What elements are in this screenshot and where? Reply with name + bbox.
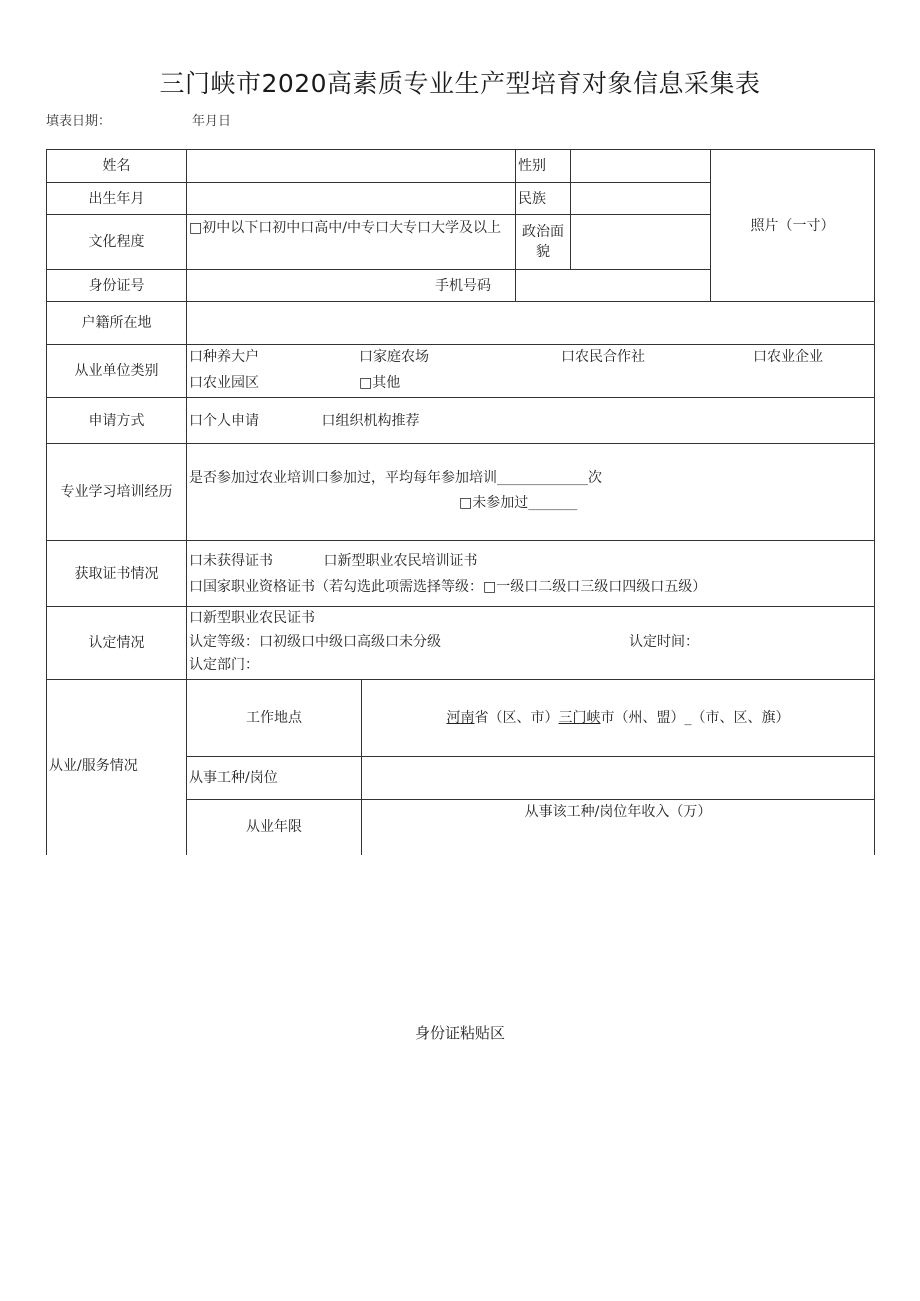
cert-option[interactable]: 口未获得证书 [189, 552, 273, 569]
cert-field[interactable] [187, 541, 875, 607]
education-options[interactable]: □初中以下口初中口高中/中专口大专口大学及以上 [187, 215, 516, 270]
label-years: 从业年限 [187, 800, 362, 855]
id-paste-area[interactable]: 身份证粘贴区 [414, 1024, 505, 1042]
label-job-type: 从事工种/岗位 [187, 757, 362, 800]
place-province[interactable]: 河南 [446, 710, 475, 726]
label-gender: 性别 [516, 150, 571, 183]
recog-line1[interactable]: 口新型职业农民证书 [189, 610, 315, 626]
label-education: 文化程度 [47, 215, 187, 270]
label-ethnicity: 民族 [516, 183, 571, 215]
fill-date-ymd[interactable]: 年月日 [192, 114, 232, 129]
label-household: 户籍所在地 [47, 302, 187, 345]
label-recognition: 认定情况 [47, 607, 187, 680]
photo-box[interactable]: 照片（一寸） [711, 150, 875, 302]
training-field[interactable] [187, 444, 875, 541]
info-form-table [46, 149, 875, 855]
name-field[interactable] [187, 150, 516, 183]
work-place-field[interactable] [362, 680, 875, 757]
place-mid2: 市（州、盟）_（市、区、旗） [600, 710, 790, 726]
label-id-number: 身份证号 [47, 270, 187, 302]
job-type-field[interactable] [362, 757, 875, 800]
label-work-place: 工作地点 [187, 680, 362, 757]
unit-option[interactable]: 口种养大户 [189, 349, 259, 365]
label-phone: 手机号码 [187, 270, 516, 302]
label-politics: 政治面貌 [516, 215, 571, 270]
label-cert: 获取证书情况 [47, 541, 187, 607]
birth-field[interactable] [187, 183, 516, 215]
recog-dept[interactable]: 认定部门： [189, 657, 259, 673]
fill-date-label: 填表日期： [46, 114, 112, 129]
label-birth: 出生年月 [47, 183, 187, 215]
cert-option[interactable]: 口新型职业农民培训证书 [323, 552, 478, 569]
recog-level[interactable]: 认定等级：口初级口中级口高级口未分级 [189, 634, 441, 650]
apply-option[interactable]: 口组织机构推荐 [321, 412, 420, 429]
label-name: 姓名 [47, 150, 187, 183]
unit-option[interactable]: □其他 [359, 375, 401, 391]
unit-option[interactable]: 口农业园区 [189, 375, 259, 391]
unit-option[interactable]: 口农民合作社 [561, 349, 645, 365]
phone-field[interactable] [516, 270, 711, 302]
apply-options[interactable] [187, 398, 875, 444]
label-employment: 从业/服务情况 [47, 680, 187, 855]
place-city[interactable]: 三门峡 [558, 710, 601, 726]
unit-option[interactable]: 口农业企业 [753, 349, 823, 365]
label-unit-type: 从业单位类别 [47, 345, 187, 398]
fill-date [46, 110, 232, 129]
label-apply-method: 申请方式 [47, 398, 187, 444]
place-mid1: 省（区、市） [474, 710, 559, 726]
training-line1[interactable]: 是否参加过农业培训口参加过，平均每年参加培训_____________次 [189, 470, 602, 486]
label-training: 专业学习培训经历 [47, 444, 187, 541]
unit-option[interactable]: 口家庭农场 [359, 349, 429, 365]
gender-field[interactable] [571, 150, 711, 183]
unit-options[interactable] [187, 345, 875, 398]
income-field[interactable]: 从事该工种/岗位年收入（万） [362, 800, 875, 855]
cert-option[interactable]: 口国家职业资格证书（若勾选此项需选择等级：□一级口二级口三级口四级口五级） [189, 578, 707, 595]
politics-field[interactable] [571, 215, 711, 270]
household-field[interactable] [187, 302, 875, 345]
ethnicity-field[interactable] [571, 183, 711, 215]
page-title: 三门峡市2020高素质专业生产型培育对象信息采集表 [159, 69, 761, 98]
recog-time[interactable]: 认定时间： [629, 634, 699, 650]
recognition-field[interactable] [187, 607, 875, 680]
training-line2[interactable]: □未参加过_______ [459, 495, 578, 511]
apply-option[interactable]: 口个人申请 [189, 412, 259, 429]
